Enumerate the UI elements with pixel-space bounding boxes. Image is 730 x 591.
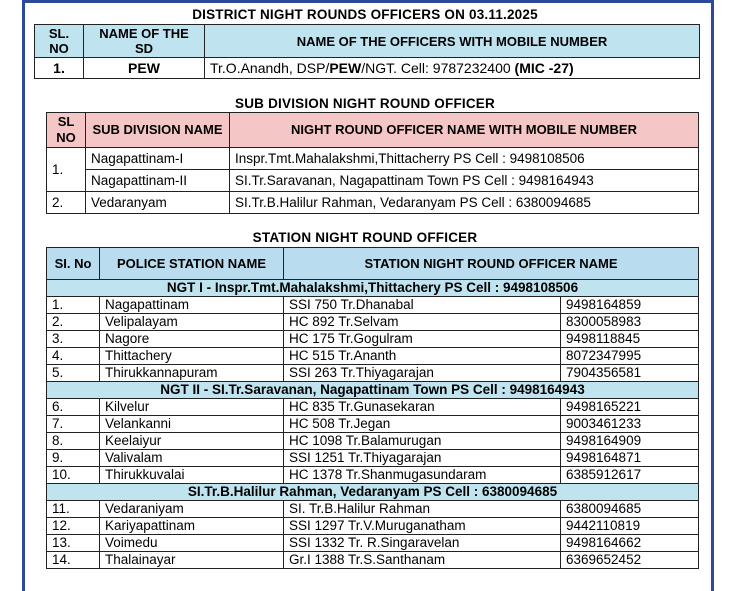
group-label: NGT I - Inspr.Tmt.Mahalakshmi,Thittachery PS Cell : 9498108506 (47, 280, 699, 297)
station-title: STATION NIGHT ROUND OFFICER (252, 230, 478, 245)
district-row-sd: PEW (84, 58, 205, 79)
subdivision-header-name: SUB DIVISION NAME (86, 113, 230, 148)
row-officer: HC 175 Tr.Gogulram (284, 331, 561, 348)
row-station: Nagore (100, 331, 284, 348)
district-title: DISTRICT NIGHT ROUNDS OFFICERS ON 03.11.2025 (192, 7, 538, 22)
group-row (47, 382, 699, 399)
row-mobile: 8072347995 (561, 348, 699, 365)
table-row (47, 467, 699, 484)
table-row (47, 348, 699, 365)
row-sl: 7. (47, 416, 100, 433)
row-officer: HC 1378 Tr.Shanmugasundaram (284, 467, 561, 484)
row-mobile: 9498118845 (561, 331, 699, 348)
row-officer: HC 835 Tr.Gunasekaran (284, 399, 561, 416)
row-station: Keelaiyur (100, 433, 284, 450)
group-row (47, 484, 699, 501)
row-mobile: 9498164909 (561, 433, 699, 450)
row-station: Vedaraniyam (100, 501, 284, 518)
row-mobile: 9003461233 (561, 416, 699, 433)
row-sl: 14. (47, 552, 100, 569)
group-label: NGT II - SI.Tr.Saravanan, Nagapattinam Town PS Cell : 9498164943 (47, 382, 699, 399)
subdivision-row-sl: 1. (47, 148, 86, 192)
group-label: SI.Tr.B.Halilur Rahman, Vedaranyam PS Cell : 6380094685 (47, 484, 699, 501)
row-mobile: 9442110819 (561, 518, 699, 535)
row-sl: 11. (47, 501, 100, 518)
row-mobile: 6380094685 (561, 501, 699, 518)
district-officer-cell: /NGT. Cell: 9787232400 (361, 60, 515, 76)
row-mobile: 9498165221 (561, 399, 699, 416)
row-station: Valivalam (100, 450, 284, 467)
table-row (47, 297, 699, 314)
row-sl: 4. (47, 348, 100, 365)
row-mobile: 6369652452 (561, 552, 699, 569)
row-station: Voimedu (100, 535, 284, 552)
row-sl: 6. (47, 399, 100, 416)
table-row (47, 501, 699, 518)
row-mobile: 9498164871 (561, 450, 699, 467)
row-station: Kariyapattinam (100, 518, 284, 535)
row-officer: SSI 1251 Tr.Thiyagarajan (284, 450, 561, 467)
district-officer-mic: (MIC -27) (514, 60, 574, 76)
table-row (47, 535, 699, 552)
row-sl: 1. (47, 297, 100, 314)
page-border-top (22, 0, 714, 3)
row-officer: HC 892 Tr.Selvam (284, 314, 561, 331)
station-header-officer: STATION NIGHT ROUND OFFICER NAME (284, 248, 699, 280)
row-station: Kilvelur (100, 399, 284, 416)
subdivision-row (47, 148, 699, 170)
district-table (34, 24, 700, 79)
subdivision-row (47, 192, 699, 214)
row-officer: SSI 263 Tr.Thiyagarajan (284, 365, 561, 382)
row-mobile: 8300058983 (561, 314, 699, 331)
row-sl: 8. (47, 433, 100, 450)
row-officer: HC 515 Tr.Ananth (284, 348, 561, 365)
subdivision-row-officer: SI.Tr.Saravanan, Nagapattinam Town PS Cell : 9498164943 (230, 170, 699, 192)
station-table (46, 247, 699, 569)
subdivision-row-name: Vedaranyam (86, 192, 230, 214)
row-sl: 3. (47, 331, 100, 348)
subdivision-table (46, 112, 699, 214)
subdivision-row-name: Nagapattinam-I (86, 148, 230, 170)
subdivision-header-officer: NIGHT ROUND OFFICER NAME WITH MOBILE NUMBER (230, 113, 699, 148)
row-mobile: 9498164859 (561, 297, 699, 314)
row-mobile: 9498164662 (561, 535, 699, 552)
district-header-sd: NAME OF THE SD (84, 25, 205, 58)
station-header-sl: SI. No (47, 248, 100, 280)
row-officer: SI. Tr.B.Halilur Rahman (284, 501, 561, 518)
group-row (47, 280, 699, 297)
table-row (47, 365, 699, 382)
row-sl: 2. (47, 314, 100, 331)
row-mobile: 7904356581 (561, 365, 699, 382)
row-officer: Gr.I 1388 Tr.S.Santhanam (284, 552, 561, 569)
row-station: Thirukkuvalai (100, 467, 284, 484)
subdivision-row-sl: 2. (47, 192, 86, 214)
row-station: Nagapattinam (100, 297, 284, 314)
district-row-sl: 1. (35, 58, 84, 79)
row-station: Velipalayam (100, 314, 284, 331)
row-station: Thittachery (100, 348, 284, 365)
row-mobile: 6385912617 (561, 467, 699, 484)
row-officer: SSI 1332 Tr. R.Singaravelan (284, 535, 561, 552)
table-row (47, 552, 699, 569)
table-row (47, 518, 699, 535)
row-officer: SSI 750 Tr.Dhanabal (284, 297, 561, 314)
row-sl: 5. (47, 365, 100, 382)
district-officer-pew: PEW (329, 60, 362, 76)
district-row (35, 58, 700, 79)
table-row (47, 399, 699, 416)
subdivision-row (47, 170, 699, 192)
row-sl: 13. (47, 535, 100, 552)
district-header-officers: NAME OF THE OFFICERS WITH MOBILE NUMBER (205, 25, 700, 58)
subdivision-header-sl: SL NO (47, 113, 86, 148)
row-station: Thalainayar (100, 552, 284, 569)
district-officer-prefix: Tr.O.Anandh, DSP/ (210, 60, 330, 76)
row-sl: 9. (47, 450, 100, 467)
row-sl: 12. (47, 518, 100, 535)
row-officer: SSI 1297 Tr.V.Muruganatham (284, 518, 561, 535)
row-sl: 10. (47, 467, 100, 484)
table-row (47, 331, 699, 348)
district-row-officer (205, 58, 700, 79)
table-row (47, 450, 699, 467)
table-row (47, 416, 699, 433)
row-officer: HC 1098 Tr.Balamurugan (284, 433, 561, 450)
station-header-ps: POLICE STATION NAME (100, 248, 284, 280)
subdivision-row-officer: Inspr.Tmt.Mahalakshmi,Thittacherry PS Cell : 9498108506 (230, 148, 699, 170)
row-station: Velankanni (100, 416, 284, 433)
subdivision-title: SUB DIVISION NIGHT ROUND OFFICER (235, 96, 495, 111)
district-header-sl: SL. NO (35, 25, 84, 58)
row-station: Thirukkannapuram (100, 365, 284, 382)
subdivision-row-officer: SI.Tr.B.Halilur Rahman, Vedaranyam PS Cell : 6380094685 (230, 192, 699, 214)
subdivision-row-name: Nagapattinam-II (86, 170, 230, 192)
row-officer: HC 508 Tr.Jegan (284, 416, 561, 433)
table-row (47, 433, 699, 450)
table-row (47, 314, 699, 331)
